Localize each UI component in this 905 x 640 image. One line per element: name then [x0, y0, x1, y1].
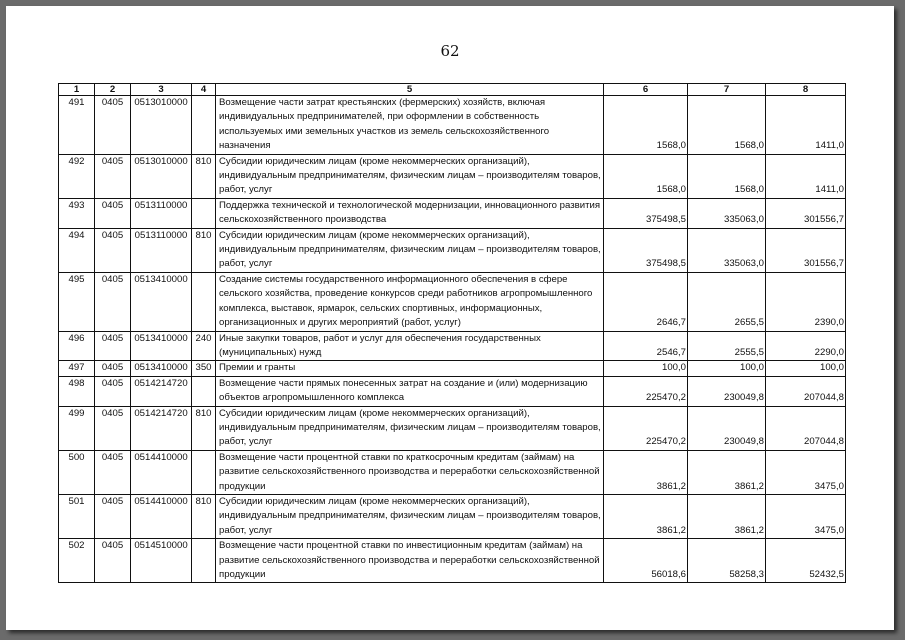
row-number-cell: 493	[59, 198, 95, 228]
expense-type-cell: 240	[192, 331, 216, 361]
header-row	[59, 84, 846, 96]
header-cell: 6	[604, 84, 688, 96]
amount-col6-cell: 225470,2	[604, 376, 688, 406]
description-cell: Создание системы государственного информационного обеспечения в сфере сельского хозяйства, проведение конкурсов среди работников агропромышленного комплекса, выставок, ярмарок, сельских спортивных, информационных, организационных и других мероприятий (работ, услуг)	[216, 272, 604, 331]
row-number-cell: 500	[59, 450, 95, 494]
amount-col8-cell: 3475,0	[766, 494, 846, 538]
amount-col8-cell: 100,0	[766, 361, 846, 376]
section-code-cell: 0405	[95, 331, 131, 361]
target-code-cell: 0514214720	[131, 406, 192, 450]
amount-col6-cell: 100,0	[604, 361, 688, 376]
row-number-cell: 495	[59, 272, 95, 331]
row-number-cell: 491	[59, 96, 95, 155]
budget-table	[58, 83, 846, 583]
table-row	[59, 539, 846, 583]
section-code-cell: 0405	[95, 228, 131, 272]
description-cell: Возмещение части процентной ставки по инвестиционным кредитам (займам) на развитие сельскохозяйственного производства и переработки сельскохозяйственной продукции	[216, 539, 604, 583]
section-code-cell: 0405	[95, 406, 131, 450]
table-row	[59, 198, 846, 228]
target-code-cell: 0514410000	[131, 450, 192, 494]
section-code-cell: 0405	[95, 539, 131, 583]
expense-type-cell	[192, 96, 216, 155]
description-cell: Субсидии юридическим лицам (кроме некоммерческих организаций), индивидуальным предпринимателям, физическим лицам – производителям товаров, работ, услуг	[216, 406, 604, 450]
amount-col8-cell: 2290,0	[766, 331, 846, 361]
row-number-cell: 501	[59, 494, 95, 538]
amount-col6-cell: 1568,0	[604, 154, 688, 198]
amount-col7-cell: 100,0	[688, 361, 766, 376]
table-row	[59, 331, 846, 361]
amount-col7-cell: 230049,8	[688, 406, 766, 450]
amount-col6-cell: 3861,2	[604, 450, 688, 494]
target-code-cell: 0513010000	[131, 96, 192, 155]
section-code-cell: 0405	[95, 198, 131, 228]
amount-col8-cell: 1411,0	[766, 96, 846, 155]
expense-type-cell: 810	[192, 228, 216, 272]
expense-type-cell	[192, 376, 216, 406]
table-row	[59, 450, 846, 494]
table-row	[59, 494, 846, 538]
expense-type-cell	[192, 450, 216, 494]
amount-col7-cell: 3861,2	[688, 450, 766, 494]
amount-col6-cell: 56018,6	[604, 539, 688, 583]
target-code-cell: 0514214720	[131, 376, 192, 406]
table-row	[59, 361, 846, 376]
expense-type-cell: 810	[192, 154, 216, 198]
expense-type-cell: 810	[192, 494, 216, 538]
target-code-cell: 0513110000	[131, 198, 192, 228]
header-cell: 2	[95, 84, 131, 96]
description-cell: Премии и гранты	[216, 361, 604, 376]
amount-col6-cell: 2646,7	[604, 272, 688, 331]
target-code-cell: 0514510000	[131, 539, 192, 583]
amount-col6-cell: 375498,5	[604, 198, 688, 228]
table-row	[59, 272, 846, 331]
amount-col7-cell: 230049,8	[688, 376, 766, 406]
amount-col8-cell: 207044,8	[766, 406, 846, 450]
description-cell: Субсидии юридическим лицам (кроме некоммерческих организаций), индивидуальным предпринимателям, физическим лицам – производителям товаров, работ, услуг	[216, 154, 604, 198]
description-cell: Субсидии юридическим лицам (кроме некоммерческих организаций), индивидуальным предпринимателям, физическим лицам – производителям товаров, работ, услуг	[216, 494, 604, 538]
amount-col6-cell: 225470,2	[604, 406, 688, 450]
amount-col8-cell: 3475,0	[766, 450, 846, 494]
table-row	[59, 406, 846, 450]
header-cell: 5	[216, 84, 604, 96]
row-number-cell: 496	[59, 331, 95, 361]
description-cell: Возмещение части прямых понесенных затрат на создание и (или) модернизацию объектов агропромышленного комплекса	[216, 376, 604, 406]
header-cell: 1	[59, 84, 95, 96]
row-number-cell: 494	[59, 228, 95, 272]
amount-col6-cell: 1568,0	[604, 96, 688, 155]
section-code-cell: 0405	[95, 272, 131, 331]
amount-col7-cell: 1568,0	[688, 96, 766, 155]
header-cell: 7	[688, 84, 766, 96]
table-row	[59, 96, 846, 155]
amount-col7-cell: 58258,3	[688, 539, 766, 583]
section-code-cell: 0405	[95, 96, 131, 155]
amount-col8-cell: 1411,0	[766, 154, 846, 198]
description-cell: Поддержка технической и технологической модернизации, инновационного развития сельскохозяйственного производства	[216, 198, 604, 228]
expense-type-cell	[192, 198, 216, 228]
section-code-cell: 0405	[95, 376, 131, 406]
amount-col8-cell: 207044,8	[766, 376, 846, 406]
table-row	[59, 228, 846, 272]
table-row	[59, 154, 846, 198]
expense-type-cell	[192, 539, 216, 583]
row-number-cell: 499	[59, 406, 95, 450]
row-number-cell: 492	[59, 154, 95, 198]
target-code-cell: 0513010000	[131, 154, 192, 198]
description-cell: Возмещение части затрат крестьянских (фермерских) хозяйств, включая индивидуальных предпринимателей, при оформлении в собственность используемых ими земельных участков из земель сельскохозяйственного назначения	[216, 96, 604, 155]
section-code-cell: 0405	[95, 450, 131, 494]
section-code-cell: 0405	[95, 494, 131, 538]
amount-col6-cell: 2546,7	[604, 331, 688, 361]
expense-type-cell: 810	[192, 406, 216, 450]
row-number-cell: 497	[59, 361, 95, 376]
target-code-cell: 0513410000	[131, 331, 192, 361]
amount-col7-cell: 1568,0	[688, 154, 766, 198]
target-code-cell: 0513410000	[131, 272, 192, 331]
amount-col7-cell: 335063,0	[688, 228, 766, 272]
expense-type-cell: 350	[192, 361, 216, 376]
row-number-cell: 502	[59, 539, 95, 583]
amount-col6-cell: 3861,2	[604, 494, 688, 538]
description-cell: Иные закупки товаров, работ и услуг для обеспечения государственных (муниципальных) нужд	[216, 331, 604, 361]
header-cell: 3	[131, 84, 192, 96]
amount-col8-cell: 301556,7	[766, 198, 846, 228]
amount-col8-cell: 301556,7	[766, 228, 846, 272]
row-number-cell: 498	[59, 376, 95, 406]
target-code-cell: 0513110000	[131, 228, 192, 272]
page-number: 62	[440, 42, 460, 60]
table-row	[59, 376, 846, 406]
header-cell: 8	[766, 84, 846, 96]
section-code-cell: 0405	[95, 361, 131, 376]
amount-col7-cell: 335063,0	[688, 198, 766, 228]
target-code-cell: 0514410000	[131, 494, 192, 538]
amount-col7-cell: 2655,5	[688, 272, 766, 331]
description-cell: Субсидии юридическим лицам (кроме некоммерческих организаций), индивидуальным предпринимателям, физическим лицам – производителям товаров, работ, услуг	[216, 228, 604, 272]
section-code-cell: 0405	[95, 154, 131, 198]
amount-col7-cell: 3861,2	[688, 494, 766, 538]
amount-col8-cell: 52432,5	[766, 539, 846, 583]
description-cell: Возмещение части процентной ставки по краткосрочным кредитам (займам) на развитие сельскохозяйственного производства и переработки сельскохозяйственной продукции	[216, 450, 604, 494]
amount-col6-cell: 375498,5	[604, 228, 688, 272]
expense-type-cell	[192, 272, 216, 331]
document-page	[6, 6, 894, 630]
amount-col8-cell: 2390,0	[766, 272, 846, 331]
header-cell: 4	[192, 84, 216, 96]
amount-col7-cell: 2555,5	[688, 331, 766, 361]
target-code-cell: 0513410000	[131, 361, 192, 376]
